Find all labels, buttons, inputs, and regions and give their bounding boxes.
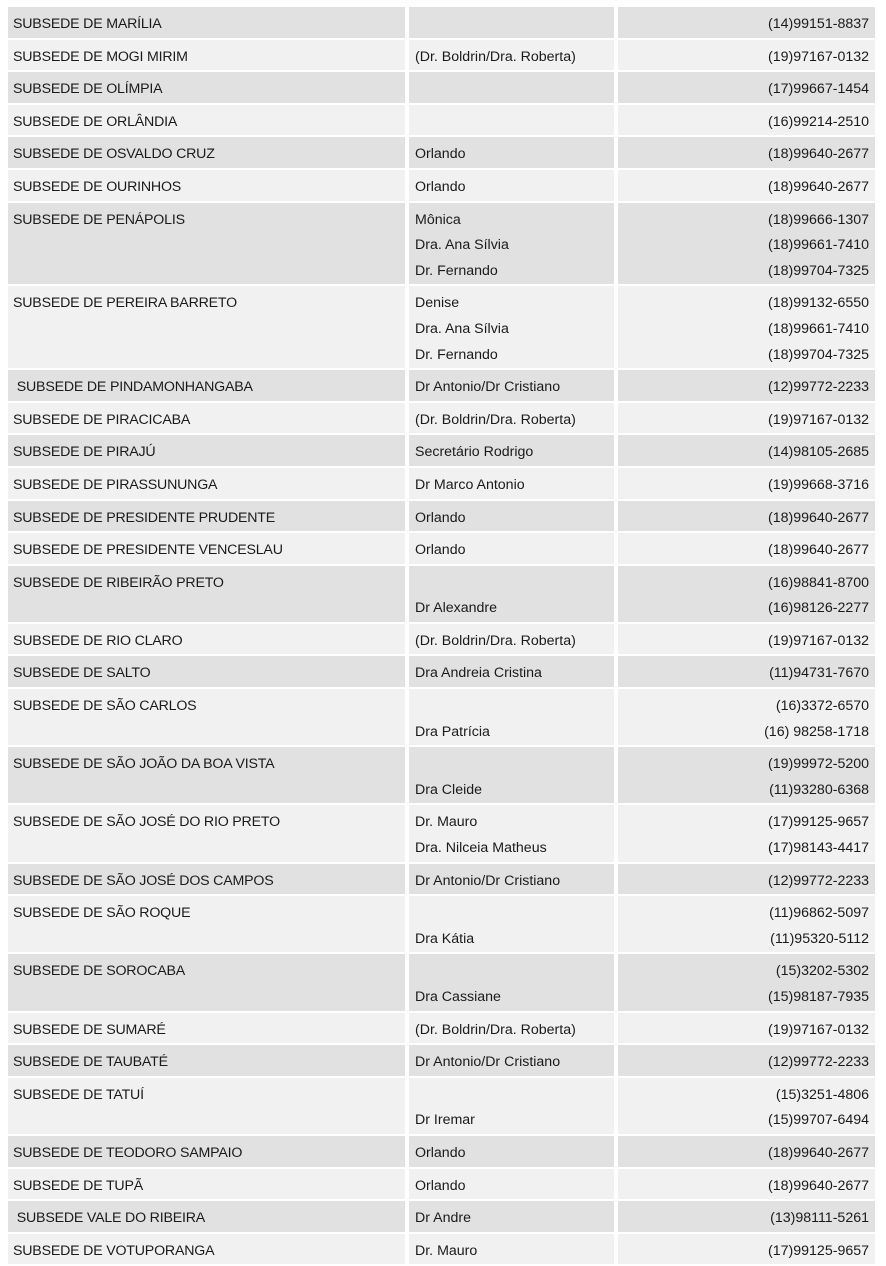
table-row [8, 286, 875, 370]
contact-name [415, 12, 614, 38]
contact-cell [409, 954, 614, 1010]
phone-number: (16)98841-8700 [768, 574, 869, 591]
phone-cell [618, 403, 875, 434]
phone-cell [618, 1201, 875, 1232]
subsede-name: SUBSEDE DE SOROCABA [13, 963, 186, 980]
contact-name: Dr. Mauro [415, 814, 478, 831]
contact-name: Dr Marco Antonio [415, 476, 525, 493]
phone-number: (15)3202-5302 [775, 963, 869, 980]
contact-cell [409, 1045, 614, 1076]
table-row [8, 370, 875, 403]
phone-cell [618, 105, 875, 136]
contact-name: Orlando [415, 542, 466, 559]
subsede-cell [8, 435, 405, 466]
contact-name: Dr Antonio/Dr Cristiano [415, 872, 561, 889]
table-row [8, 864, 875, 897]
phone-number: (18)99640-2677 [768, 178, 869, 195]
contact-name: Orlando [415, 509, 466, 526]
subsede-cell [8, 1136, 405, 1167]
contact-cell [409, 403, 614, 434]
contact-cell [409, 72, 614, 103]
phone-number: (11)96862-5097 [769, 905, 869, 922]
table-row [8, 137, 875, 170]
subsede-name: SUBSEDE DE SUMARÉ [13, 1021, 166, 1038]
contact-cell [409, 286, 614, 368]
subsede-cell [8, 954, 405, 1010]
phone-number: (12)99772-2233 [768, 379, 869, 396]
contact-name: Secretário Rodrigo [415, 444, 534, 461]
phone-cell [618, 689, 875, 745]
subsede-name: SUBSEDE DE OURINHOS [13, 178, 182, 195]
table-row [8, 689, 875, 747]
phone-cell [618, 656, 875, 687]
subsede-name: SUBSEDE DE TAUBATÉ [13, 1054, 168, 1071]
phone-cell [618, 1013, 875, 1044]
contact-name [415, 959, 614, 985]
phone-number: (18)99132-6550 [768, 295, 869, 312]
contact-name [415, 1083, 614, 1109]
subsede-cell [8, 137, 405, 168]
contacts-table [8, 7, 875, 1266]
phone-cell [618, 7, 875, 38]
contact-cell [409, 468, 614, 499]
subsede-name: SUBSEDE DE MARÍLIA [13, 16, 162, 32]
phone-cell [618, 1078, 875, 1134]
phone-number: (15)99707-6494 [768, 1112, 869, 1129]
table-row [8, 1045, 875, 1078]
table-row [8, 533, 875, 566]
contact-cell [409, 533, 614, 564]
phone-cell [618, 954, 875, 1010]
subsede-name: SUBSEDE DE RIO CLARO [13, 632, 183, 649]
phone-number: (17)98143-4417 [768, 840, 869, 857]
phone-number: (17)99667-1454 [768, 81, 869, 98]
subsede-name: SUBSEDE DE SALTO [13, 665, 151, 682]
contact-name: Dr. Mauro [415, 1242, 478, 1259]
table-row [8, 1136, 875, 1169]
phone-number: (18)99640-2677 [768, 509, 869, 526]
subsede-cell [8, 656, 405, 687]
phone-number: (19)99668-3716 [768, 476, 869, 493]
phone-number: (13)98111-5261 [770, 1210, 869, 1227]
phone-cell [618, 40, 875, 71]
table-row [8, 624, 875, 657]
table-row [8, 566, 875, 624]
subsede-name: SUBSEDE DE SÃO ROQUE [13, 905, 191, 922]
subsede-name: SUBSEDE DE SÃO CARLOS [13, 698, 197, 715]
contact-name [415, 901, 614, 927]
contact-cell [409, 1201, 614, 1232]
phone-cell [618, 72, 875, 103]
table-row [8, 7, 875, 40]
subsede-name: SUBSEDE DE PRESIDENTE PRUDENTE [13, 509, 276, 526]
contact-name: Orlando [415, 1144, 466, 1161]
subsede-cell [8, 1045, 405, 1076]
contact-cell [409, 1169, 614, 1200]
contact-name [415, 571, 614, 597]
subsede-cell [8, 1234, 405, 1265]
contact-cell [409, 864, 614, 895]
table-row [8, 656, 875, 689]
phone-number: (19)97167-0132 [768, 632, 869, 649]
phone-cell [618, 203, 875, 285]
contact-name: Orlando [415, 1177, 466, 1194]
subsede-cell [8, 286, 405, 368]
subsede-name: SUBSEDE DE PEREIRA BARRETO [13, 295, 237, 312]
phone-cell [618, 747, 875, 803]
phone-number: (18)99640-2677 [768, 1144, 869, 1161]
phone-cell [618, 864, 875, 895]
table-row [8, 896, 875, 954]
table-row [8, 468, 875, 501]
phone-cell [618, 533, 875, 564]
subsede-name: SUBSEDE DE PIRAJÚ [13, 444, 156, 461]
phone-cell [618, 137, 875, 168]
subsede-name: SUBSEDE DE OLÍMPIA [13, 81, 163, 98]
phone-cell [618, 1045, 875, 1076]
phone-number: (19)99972-5200 [768, 756, 869, 773]
phone-cell [618, 435, 875, 466]
phone-cell [618, 501, 875, 532]
subsede-cell [8, 403, 405, 434]
contact-cell [409, 1013, 614, 1044]
phone-number: (17)99125-9657 [768, 814, 869, 831]
contact-cell [409, 370, 614, 401]
subsede-cell [8, 747, 405, 803]
phone-cell [618, 896, 875, 952]
phone-number: (18)99661-7410 [768, 320, 869, 337]
phone-number: (14)99151-8837 [768, 16, 869, 32]
subsede-cell [8, 1169, 405, 1200]
contact-name: Orlando [415, 146, 466, 163]
contact-name: Dra Patrícia [415, 723, 490, 740]
contact-cell [409, 40, 614, 71]
phone-number: (18)99640-2677 [768, 146, 869, 163]
contact-cell [409, 1136, 614, 1167]
contact-cell [409, 896, 614, 952]
subsede-cell [8, 370, 405, 401]
phone-number: (16)98126-2277 [768, 600, 869, 617]
contact-name: Dr Antonio/Dr Cristiano [415, 379, 561, 396]
table-row [8, 1201, 875, 1234]
phone-number: (11)94731-7670 [769, 665, 869, 682]
phone-cell [618, 370, 875, 401]
table-row [8, 105, 875, 138]
table-row [8, 1078, 875, 1136]
subsede-cell [8, 805, 405, 861]
subsede-cell [8, 468, 405, 499]
contact-name: Dra Cassiane [415, 989, 501, 1005]
table-row [8, 1234, 875, 1266]
phone-number: (18)99704-7325 [768, 346, 869, 363]
phone-number: (12)99772-2233 [768, 872, 869, 889]
phone-number: (15)3251-4806 [775, 1086, 869, 1103]
subsede-cell [8, 7, 405, 38]
subsede-cell [8, 501, 405, 532]
table-row [8, 501, 875, 534]
contact-name [415, 110, 614, 136]
subsede-cell [8, 203, 405, 285]
phone-number: (18)99666-1307 [768, 211, 869, 228]
contact-cell [409, 170, 614, 201]
phone-cell [618, 1136, 875, 1167]
contact-name: Dra. Ana Sílvia [415, 237, 509, 254]
subsede-name: SUBSEDE DE SÃO JOSÉ DO RIO PRETO [13, 814, 280, 831]
phone-number: (11)95320-5112 [770, 930, 869, 947]
contact-name: Denise [415, 295, 460, 312]
subsede-cell [8, 170, 405, 201]
contact-name: (Dr. Boldrin/Dra. Roberta) [415, 411, 576, 428]
phone-cell [618, 624, 875, 655]
phone-number: (15)98187-7935 [768, 989, 869, 1005]
contact-name [415, 752, 614, 778]
phone-number: (14)98105-2685 [768, 444, 869, 461]
phone-number: (19)97167-0132 [768, 411, 869, 428]
subsede-name: SUBSEDE DE TATUÍ [13, 1086, 144, 1103]
contact-cell [409, 203, 614, 285]
subsede-cell [8, 105, 405, 136]
table-row [8, 72, 875, 105]
contact-cell [409, 1234, 614, 1265]
contact-name: Dr. Fernando [415, 346, 498, 363]
subsede-name: SUBSEDE DE PIRASSUNUNGA [13, 476, 218, 493]
subsede-cell [8, 689, 405, 745]
contact-cell [409, 805, 614, 861]
subsede-cell [8, 1078, 405, 1134]
phone-number: (19)97167-0132 [768, 48, 869, 65]
contact-name: (Dr. Boldrin/Dra. Roberta) [415, 1021, 576, 1038]
subsede-name: SUBSEDE VALE DO RIBEIRA [13, 1210, 206, 1227]
contact-cell [409, 747, 614, 803]
phone-cell [618, 805, 875, 861]
contact-cell [409, 501, 614, 532]
subsede-cell [8, 864, 405, 895]
subsede-cell [8, 1201, 405, 1232]
table-row [8, 403, 875, 436]
subsede-name: SUBSEDE DE SÃO JOÃO DA BOA VISTA [13, 756, 275, 773]
phone-cell [618, 1234, 875, 1265]
contact-cell [409, 656, 614, 687]
subsede-name: SUBSEDE DE PIRACICABA [13, 411, 191, 428]
contact-name: Dr Alexandre [415, 600, 498, 617]
subsede-cell [8, 40, 405, 71]
table-row [8, 40, 875, 73]
contact-name: Dr. Fernando [415, 262, 498, 279]
contact-name [415, 77, 614, 103]
subsede-cell [8, 624, 405, 655]
contact-name: Orlando [415, 178, 466, 195]
phone-cell [618, 468, 875, 499]
subsede-name: SUBSEDE DE RIBEIRÃO PRETO [13, 574, 224, 591]
contact-name: Dra Andreia Cristina [415, 665, 542, 682]
subsede-cell [8, 1013, 405, 1044]
phone-number: (19)97167-0132 [768, 1021, 869, 1038]
subsede-cell [8, 533, 405, 564]
subsede-name: SUBSEDE DE VOTUPORANGA [13, 1242, 215, 1259]
contact-name: Dra. Nilceia Matheus [415, 840, 547, 857]
table-row [8, 170, 875, 203]
contact-cell [409, 566, 614, 622]
phone-cell [618, 286, 875, 368]
contact-cell [409, 435, 614, 466]
table-row [8, 805, 875, 863]
phone-number: (12)99772-2233 [768, 1054, 869, 1071]
contact-cell [409, 689, 614, 745]
subsede-cell [8, 566, 405, 622]
contact-name: Dra Cleide [415, 781, 483, 798]
phone-number: (18)99640-2677 [768, 542, 869, 559]
phone-number: (17)99125-9657 [768, 1242, 869, 1259]
phone-number: (16) 98258-1718 [764, 723, 869, 740]
subsede-cell [8, 72, 405, 103]
phone-number: (16)99214-2510 [768, 113, 869, 130]
contact-name: Dra. Ana Sílvia [415, 320, 509, 337]
contact-name: (Dr. Boldrin/Dra. Roberta) [415, 48, 576, 65]
subsede-name: SUBSEDE DE PINDAMONHANGABA [13, 379, 253, 396]
table-row [8, 747, 875, 805]
phone-number: (11)93280-6368 [769, 781, 869, 798]
phone-number: (18)99661-7410 [768, 237, 869, 254]
table-row [8, 435, 875, 468]
contact-cell [409, 624, 614, 655]
subsede-name: SUBSEDE DE PRESIDENTE VENCESLAU [13, 542, 283, 559]
table-row [8, 1013, 875, 1046]
subsede-name: SUBSEDE DE TEODORO SAMPAIO [13, 1144, 243, 1161]
contact-name: Dr Antonio/Dr Cristiano [415, 1054, 561, 1071]
subsede-name: SUBSEDE DE OSVALDO CRUZ [13, 146, 215, 163]
contact-name: Dr Iremar [415, 1112, 475, 1129]
subsede-name: SUBSEDE DE TUPÃ [13, 1177, 143, 1194]
contact-name [415, 694, 614, 720]
contact-name: Dra Kátia [415, 930, 475, 947]
contact-cell [409, 1078, 614, 1134]
contact-cell [409, 7, 614, 38]
phone-cell [618, 170, 875, 201]
phone-number: (18)99704-7325 [768, 262, 869, 279]
subsede-cell [8, 896, 405, 952]
contact-name: Mônica [415, 211, 461, 228]
phone-cell [618, 1169, 875, 1200]
subsede-name: SUBSEDE DE MOGI MIRIM [13, 48, 188, 65]
contact-name: Dr Andre [415, 1210, 471, 1227]
subsede-name: SUBSEDE DE ORLÂNDIA [13, 113, 178, 130]
phone-cell [618, 566, 875, 622]
contact-cell [409, 137, 614, 168]
table-row [8, 203, 875, 287]
subsede-name: SUBSEDE DE SÃO JOSÉ DOS CAMPOS [13, 872, 274, 889]
phone-number: (18)99640-2677 [768, 1177, 869, 1194]
contact-name: (Dr. Boldrin/Dra. Roberta) [415, 632, 576, 649]
table-row [8, 954, 875, 1012]
contact-cell [409, 105, 614, 136]
table-row [8, 1169, 875, 1202]
phone-number: (16)3372-6570 [775, 698, 869, 715]
subsede-name: SUBSEDE DE PENÁPOLIS [13, 211, 185, 228]
